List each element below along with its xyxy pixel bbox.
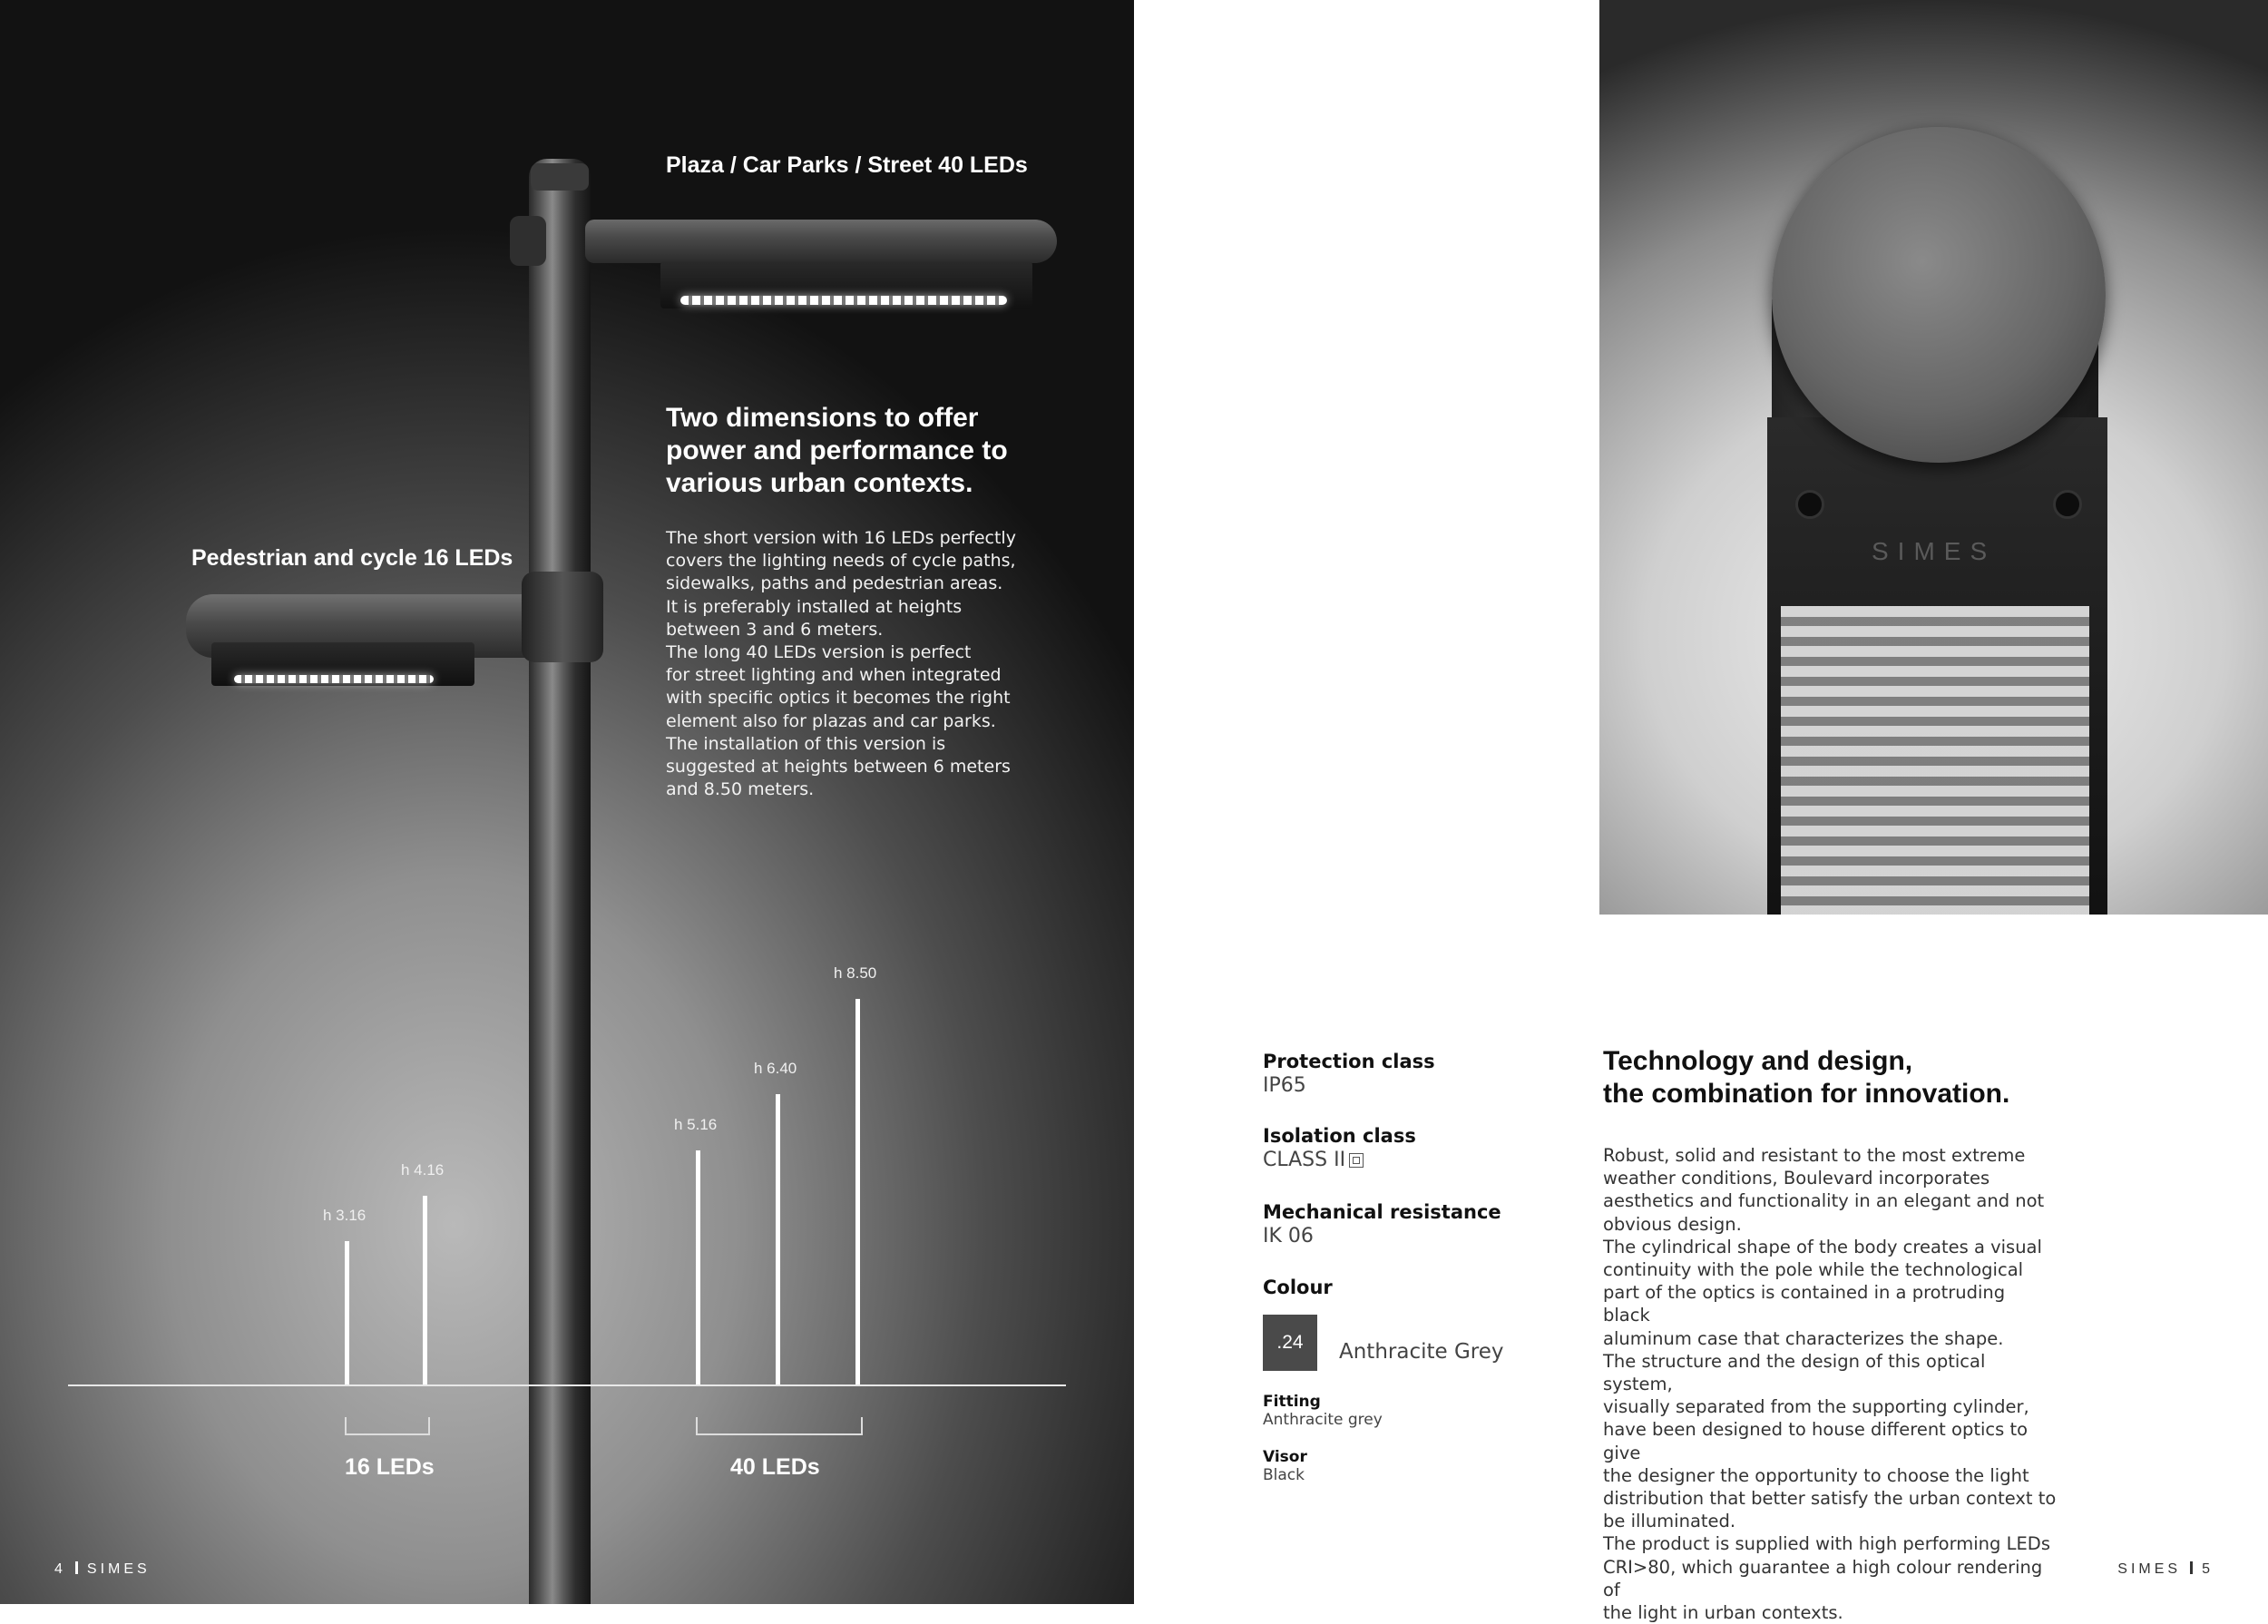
- footer-brand: SIMES: [86, 1561, 151, 1577]
- left-body-text: [666, 527, 1047, 801]
- height-label: h 8.50: [834, 964, 877, 982]
- body-line: It is preferably installed at heights: [666, 596, 963, 617]
- body-line: The product is supplied with high performing LEDs: [1603, 1533, 2050, 1555]
- chart-baseline: [68, 1384, 1066, 1386]
- body-line: suggested at heights between 6 meters: [666, 757, 1011, 778]
- spec-colour: [1263, 1277, 1333, 1298]
- spec-label: Protection class: [1263, 1051, 1435, 1072]
- screw-icon: [2053, 490, 2082, 519]
- spec-label: Colour: [1263, 1277, 1333, 1298]
- body-line: have been designed to house different optics to give: [1603, 1419, 2028, 1463]
- body-line: covers the lighting needs of cycle paths,: [666, 551, 1016, 572]
- right-body-text: [1603, 1144, 2057, 1624]
- spec-visor: [1263, 1448, 1307, 1484]
- height-bar: [696, 1150, 700, 1384]
- height-label: h 5.16: [674, 1116, 718, 1133]
- body-line: CRI>80, which guarantee a high colour rendering of: [1603, 1556, 2043, 1600]
- spec-label: Mechanical resistance: [1263, 1201, 1501, 1223]
- body-line: Robust, solid and resistant to the most extreme: [1603, 1145, 2026, 1166]
- colour-name: Anthracite Grey: [1339, 1340, 1504, 1364]
- group-bracket: [696, 1417, 863, 1435]
- product-photo: [1599, 0, 2268, 915]
- page-number: 5: [2202, 1561, 2214, 1577]
- body-line: continuity with the pole while the technological: [1603, 1259, 2024, 1281]
- height-bar: [423, 1196, 427, 1384]
- footer-brand: SIMES: [2117, 1561, 2182, 1577]
- body-line: the designer the opportunity to choose the light: [1603, 1464, 2029, 1486]
- left-page: [0, 0, 1134, 1604]
- spec-isolation: [1263, 1125, 1416, 1171]
- visor-label: Visor: [1263, 1448, 1307, 1466]
- photo-cylinder-top: [1772, 127, 2106, 463]
- left-headline: [666, 402, 1065, 500]
- spec-mechanical: [1263, 1201, 1501, 1247]
- screw-icon: [1795, 490, 1824, 519]
- body-line: The cylindrical shape of the body creates a visual: [1603, 1236, 2042, 1257]
- body-line: The structure and the design of this optical system,: [1603, 1350, 1986, 1395]
- footer-separator: [75, 1561, 78, 1574]
- group-label: 40 LEDs: [730, 1454, 820, 1480]
- spec-protection: [1263, 1051, 1435, 1097]
- height-bar: [855, 999, 860, 1384]
- spec-label: Isolation class: [1263, 1125, 1416, 1147]
- headline-line: power and performance to: [666, 435, 1008, 465]
- headline-line: the combination for innovation.: [1603, 1079, 2010, 1109]
- body-line: and 8.50 meters.: [666, 779, 815, 800]
- body-line: obvious design.: [1603, 1213, 1742, 1235]
- body-line: with specific optics it becomes the right: [666, 688, 1011, 709]
- body-line: visually separated from the supporting cylinder,: [1603, 1396, 2029, 1418]
- body-line: for street lighting and when integrated: [666, 665, 1002, 686]
- footer-right: [2117, 1561, 2214, 1578]
- spec-fitting: [1263, 1393, 1383, 1429]
- body-line: be illuminated.: [1603, 1511, 1736, 1532]
- fitting-label: Fitting: [1263, 1393, 1321, 1411]
- body-line: sidewalks, paths and pedestrian areas.: [666, 573, 1003, 594]
- body-line: element also for plazas and car parks.: [666, 710, 996, 731]
- pole-clamp: [522, 572, 603, 662]
- body-line: the light in urban contexts.: [1603, 1602, 1843, 1624]
- body-line: aluminum case that characterizes the shape.: [1603, 1327, 2004, 1349]
- height-bar: [345, 1241, 349, 1384]
- photo-led-window: [1781, 606, 2089, 915]
- fitting-value: Anthracite grey: [1263, 1411, 1383, 1429]
- headline-line: various urban contexts.: [666, 468, 973, 498]
- photo-brand-engraving: SIMES: [1872, 537, 1997, 565]
- headline-line: Technology and design,: [1603, 1046, 1913, 1076]
- label-pedestrian: Pedestrian and cycle 16 LEDs: [191, 545, 513, 571]
- group-bracket: [345, 1417, 430, 1435]
- visor-value: Black: [1263, 1466, 1305, 1484]
- led-strip-40: [680, 296, 1007, 305]
- body-line: The long 40 LEDs version is perfect: [666, 642, 972, 663]
- height-bar: [776, 1094, 780, 1384]
- led-strip-16: [234, 675, 434, 683]
- height-label: h 6.40: [754, 1060, 797, 1077]
- spec-value: IK 06: [1263, 1225, 1314, 1247]
- pole-illustration: [529, 159, 591, 1604]
- body-line: The short version with 16 LEDs perfectly: [666, 528, 1016, 548]
- footer-separator: [2190, 1561, 2193, 1574]
- spec-value-row: [1263, 1149, 1416, 1171]
- footer-left: [54, 1561, 151, 1578]
- pole-bracket: [510, 216, 546, 266]
- label-plaza: Plaza / Car Parks / Street 40 LEDs: [666, 152, 1028, 178]
- spec-value: CLASS II: [1263, 1149, 1346, 1171]
- spec-value: IP65: [1263, 1074, 1306, 1097]
- body-line: The installation of this version is: [666, 733, 946, 754]
- class-ii-icon: [1349, 1153, 1364, 1168]
- body-line: part of the optics is contained in a protruding black: [1603, 1282, 2006, 1326]
- headline-line: Two dimensions to offer: [666, 403, 979, 433]
- height-label: h 4.16: [401, 1161, 445, 1179]
- luminaire-arm-40-leds: [585, 220, 1057, 263]
- pole-cap: [531, 163, 589, 191]
- right-headline: [1603, 1045, 2009, 1110]
- body-line: between 3 and 6 meters.: [666, 619, 884, 640]
- body-line: weather conditions, Boulevard incorporates: [1603, 1168, 1990, 1189]
- colour-swatch: .24: [1263, 1315, 1317, 1371]
- body-line: distribution that better satisfy the urban context to: [1603, 1488, 2057, 1510]
- body-line: aesthetics and functionality in an elegant and not: [1603, 1190, 2045, 1212]
- group-label: 16 LEDs: [345, 1454, 435, 1480]
- height-label: h 3.16: [323, 1207, 367, 1224]
- page-number: 4: [54, 1561, 66, 1577]
